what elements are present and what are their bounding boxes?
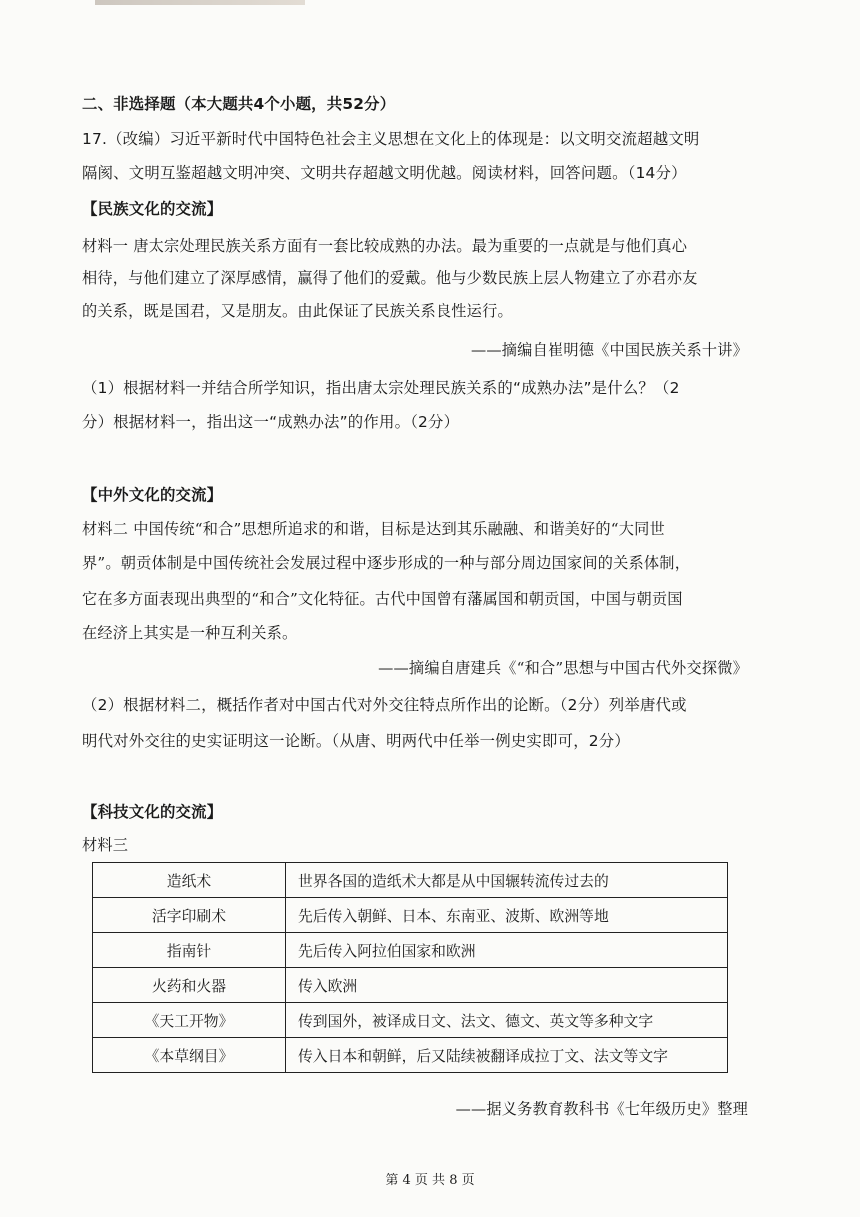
- material-3-label: 材料三: [82, 836, 129, 854]
- material-2-line: 材料二 中国传统“和合”思想所追求的和谐，目标是达到其乐融融、和谐美好的“大同世: [82, 520, 665, 538]
- material-1-line: 相待，与他们建立了深厚感情，赢得了他们的爱戴。他与少数民族上层人物建立了亦君亦友: [82, 269, 698, 287]
- invention-name: 《天工开物》: [93, 1003, 286, 1038]
- table-row: [93, 898, 728, 933]
- table-row: [93, 933, 728, 968]
- page-footer: 第 4 页 共 8 页: [385, 1173, 475, 1188]
- spread-description: 先后传入朝鲜、日本、东南亚、波斯、欧洲等地: [286, 898, 728, 933]
- invention-name: 活字印刷术: [93, 898, 286, 933]
- tech-exchange-table: [92, 862, 728, 1073]
- material-2-source: ——摘编自唐建兵《“和合”思想与中国古代外交探微》: [378, 659, 748, 677]
- table-row: [93, 968, 728, 1003]
- section-title: 二、非选择题（本大题共4个小题，共52分）: [82, 95, 396, 113]
- invention-name: 造纸术: [93, 863, 286, 898]
- question-17-line-1: 17.（改编）习近平新时代中国特色社会主义思想在文化上的体现是：以文明交流超越文明: [82, 130, 700, 148]
- spread-description: 传入欧洲: [286, 968, 728, 1003]
- material-2-line: 它在多方面表现出典型的“和合”文化特征。古代中国曾有藩属国和朝贡国，中国与朝贡国: [82, 590, 683, 608]
- question-1-line: （1）根据材料一并结合所学知识，指出唐太宗处理民族关系的“成熟办法”是什么？（2: [82, 379, 680, 397]
- top-edge-mark: [95, 0, 305, 5]
- spread-description: 世界各国的造纸术大都是从中国辗转流传过去的: [286, 863, 728, 898]
- part2-heading: 【中外文化的交流】: [82, 486, 223, 504]
- invention-name: 《本草纲目》: [93, 1038, 286, 1073]
- table-row: [93, 1038, 728, 1073]
- part3-heading: 【科技文化的交流】: [82, 803, 223, 821]
- invention-name: 火药和火器: [93, 968, 286, 1003]
- question-2-line: 明代对外交往的史实证明这一论断。（从唐、明两代中任举一例史实即可，2分）: [82, 732, 630, 750]
- material-1-source: ——摘编自崔明德《中国民族关系十讲》: [471, 341, 748, 359]
- spread-description: 传入日本和朝鲜，后又陆续被翻译成拉丁文、法文等文字: [286, 1038, 728, 1073]
- material-1-line: 的关系，既是国君，又是朋友。由此保证了民族关系良性运行。: [82, 302, 513, 320]
- material-3-source: ——据义务教育教科书《七年级历史》整理: [455, 1100, 748, 1118]
- spread-description: 先后传入阿拉伯国家和欧洲: [286, 933, 728, 968]
- part1-heading: 【民族文化的交流】: [82, 200, 223, 218]
- question-1-line: 分）根据材料一，指出这一“成熟办法”的作用。（2分）: [82, 413, 460, 431]
- table-row: [93, 1003, 728, 1038]
- material-2-line: 在经济上其实是一种互利关系。: [82, 624, 298, 642]
- question-17-line-2: 隔阂、文明互鉴超越文明冲突、文明共存超越文明优越。阅读材料，回答问题。（14分）: [82, 164, 687, 182]
- material-1-line: 材料一 唐太宗处理民族关系方面有一套比较成熟的办法。最为重要的一点就是与他们真心: [82, 237, 688, 255]
- spread-description: 传到国外，被译成日文、法文、德文、英文等多种文字: [286, 1003, 728, 1038]
- table-row: [93, 863, 728, 898]
- material-2-line: 界”。朝贡体制是中国传统社会发展过程中逐步形成的一种与部分周边国家间的关系体制，: [82, 554, 691, 572]
- question-2-line: （2）根据材料二，概括作者对中国古代对外交往特点所作出的论断。（2分）列举唐代或: [82, 696, 687, 714]
- invention-name: 指南针: [93, 933, 286, 968]
